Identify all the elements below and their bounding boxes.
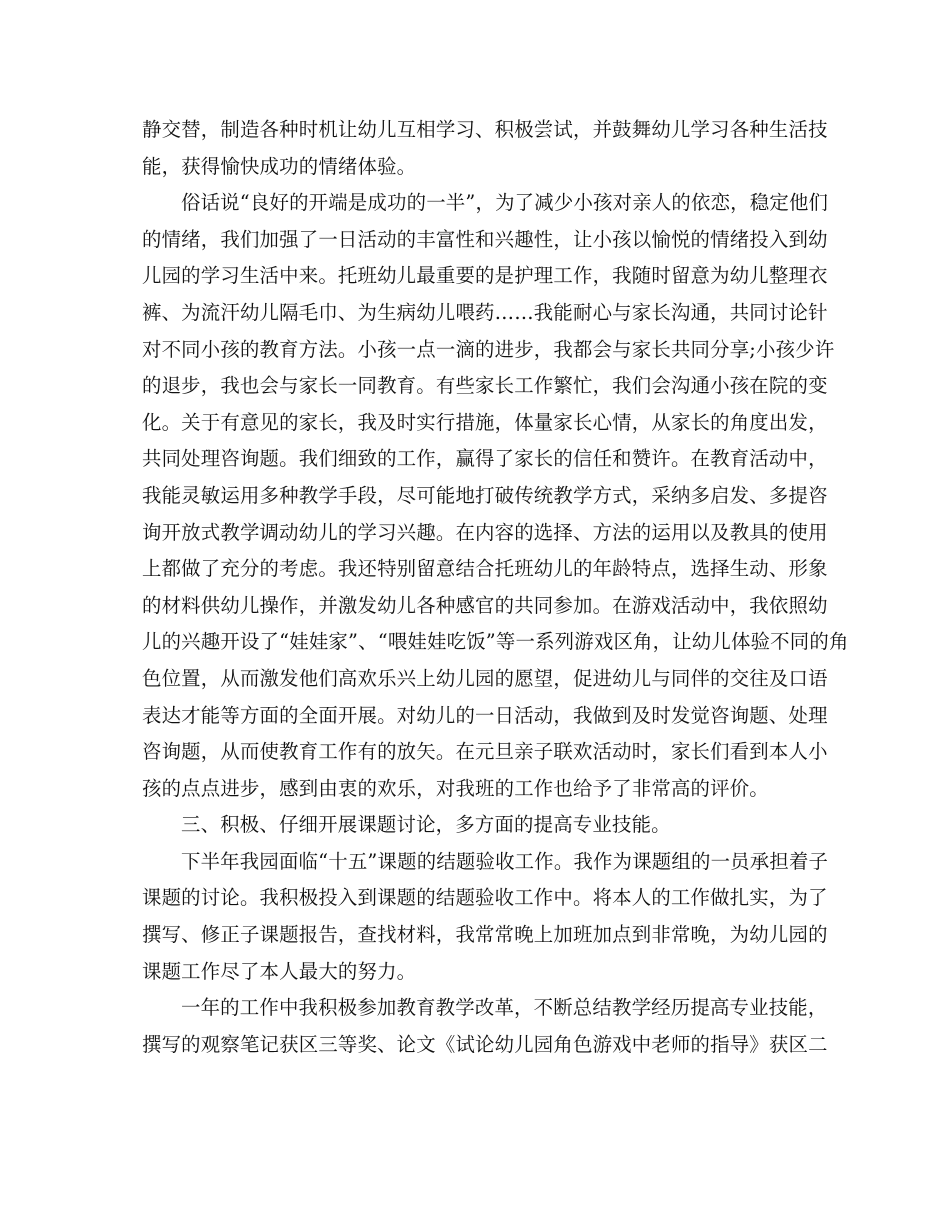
text-line: 撰写、修正子课题报告，查找材料，我常常晚上加班加点到非常晚，为幼儿园的 xyxy=(142,923,828,947)
text-line: 的材料供幼儿操作，并激发幼儿各种感官的共同参加。在游戏活动中，我依照幼 xyxy=(142,593,828,617)
text-line: 化。关于有意见的家长，我及时实行措施，体量家长心情，从家长的角度出发， xyxy=(142,410,828,434)
text-line: 儿园的学习生活中来。托班幼儿最重要的是护理工作，我随时留意为幼儿整理衣 xyxy=(142,264,828,288)
text-line: 我能灵敏运用多种教学手段，尽可能地打破传统教学方式，采纳多启发、多提咨 xyxy=(142,483,828,507)
text-line: 的退步，我也会与家长一同教育。有些家长工作繁忙，我们会沟通小孩在院的变 xyxy=(142,374,828,398)
text-line: 下半年我园面临“十五”课题的结题验收工作。我作为课题组的一员承担着子 xyxy=(181,849,829,873)
text-line: 裤、为流汗幼儿隔毛巾、为生病幼儿喂药……我能耐心与家长沟通，共同讨论针 xyxy=(142,300,828,324)
text-line: 静交替，制造各种时机让幼儿互相学习、积极尝试，并鼓舞幼儿学习各种生活技 xyxy=(142,118,828,141)
text-line: 撰写的观察笔记获区三等奖、论文《试论幼儿园角色游戏中老师的指导》获区二 xyxy=(142,1032,828,1056)
text-line: 色位置，从而激发他们高欢乐兴上幼儿园的愿望，促进幼儿与同伴的交往及口语 xyxy=(142,666,828,690)
text-line: 儿的兴趣开设了“娃娃家”、“喂娃娃吃饭”等一系列游戏区角，让幼儿体验不同的角 xyxy=(142,630,849,654)
text-line: 对不同小孩的教育方法。小孩一点一滴的进步，我都会与家长共同分享;小孩少许 xyxy=(142,337,835,361)
text-line: 表达才能等方面的全面开展。对幼儿的一日活动，我做到及时发觉咨询题、处理 xyxy=(142,703,828,727)
text-line: 上都做了充分的考虑。我还特别留意结合托班幼儿的年龄特点，选择生动、形象 xyxy=(142,557,828,581)
text-line: 咨询题，从而使教育工作有的放矢。在元旦亲子联欢活动时，家长们看到本人小 xyxy=(142,740,828,764)
text-line: 俗话说“良好的开端是成功的一半”，为了减少小孩对亲人的依恋，稳定他们 xyxy=(181,191,829,215)
text-line: 一年的工作中我积极参加教育教学改革，不断总结教学经历提高专业技能， xyxy=(181,996,828,1020)
text-line: 共同处理咨询题。我们细致的工作，赢得了家长的信任和赞许。在教育活动中， xyxy=(142,447,828,471)
text-line: 的情绪，我们加强了一日活动的丰富性和兴趣性，让小孩以愉悦的情绪投入到幼 xyxy=(142,227,828,251)
text-line: 三、积极、仔细开展课题讨论，多方面的提高专业技能。 xyxy=(181,813,671,837)
text-line: 孩的点点进步，感到由衷的欢乐，对我班的工作也给予了非常高的评价。 xyxy=(142,776,769,800)
document-body xyxy=(142,112,849,1063)
text-line: 能，获得愉快成功的情绪体验。 xyxy=(142,154,417,178)
text-line: 课题的讨论。我积极投入到课题的结题验收工作中。将本人的工作做扎实，为了 xyxy=(142,886,828,910)
text-line: 询开放式教学调动幼儿的学习兴趣。在内容的选择、方法的运用以及教具的使用 xyxy=(142,520,828,544)
text-line: 课题工作尽了本人最大的努力。 xyxy=(142,959,417,983)
